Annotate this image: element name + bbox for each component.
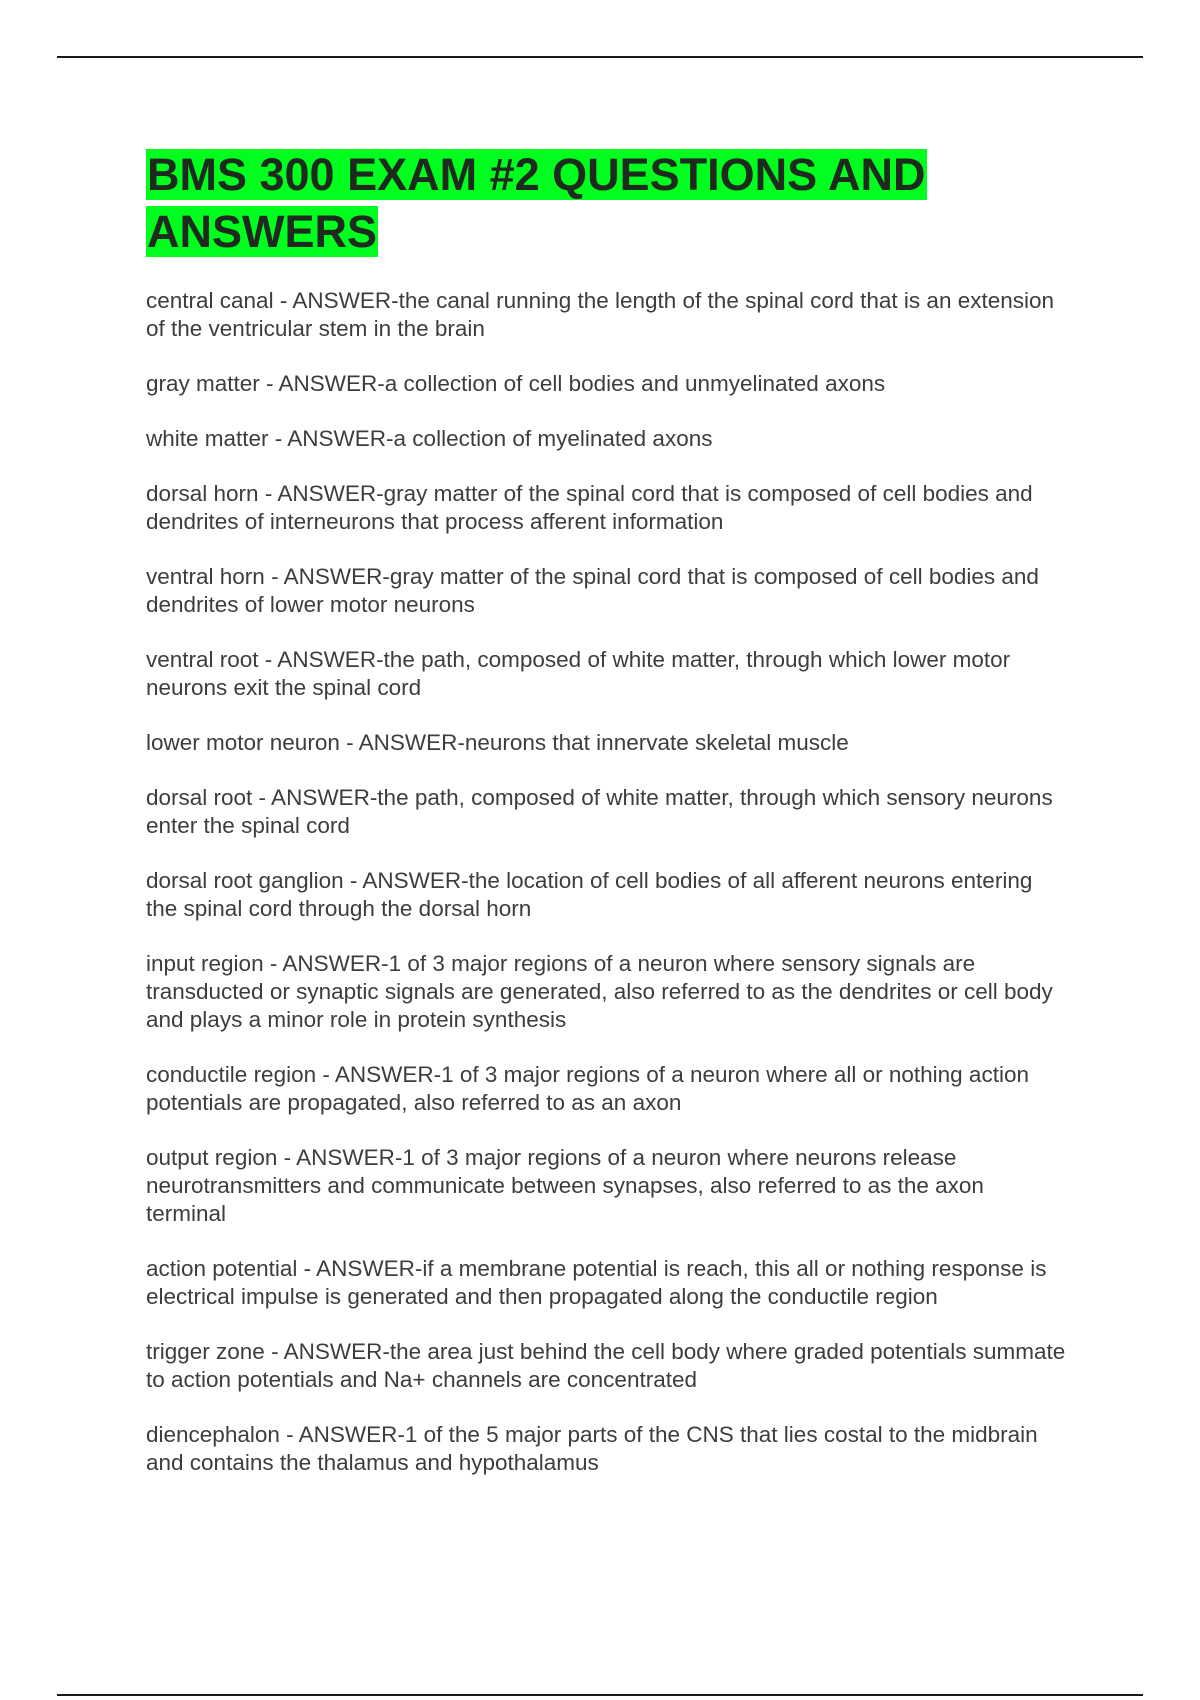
page-top-rule xyxy=(57,56,1143,58)
list-item: white matter - ANSWER-a collection of myelinated axons xyxy=(146,426,713,451)
page-title xyxy=(146,146,1066,260)
qa-list xyxy=(146,287,1066,1477)
list-item: central canal - ANSWER-the canal running the length of the spinal cord that is an extension of the ventricular stem in the brain xyxy=(146,288,1055,341)
list-item: dorsal root - ANSWER-the path, composed of white matter, through which sensory neurons enter the spinal cord xyxy=(146,785,1053,838)
list-item: trigger zone - ANSWER-the area just behind the cell body where graded potentials summate to action potentials and Na+ channels are concentrated xyxy=(146,1339,1066,1392)
list-item: output region - ANSWER-1 of 3 major regions of a neuron where neurons release neurotransmitters and communicate between synapses, also referred to as the axon terminal xyxy=(146,1145,984,1226)
list-item: gray matter - ANSWER-a collection of cell bodies and unmyelinated axons xyxy=(146,371,886,396)
page-title-highlight: BMS 300 EXAM #2 QUESTIONS AND ANSWERS xyxy=(147,149,926,257)
list-item: lower motor neuron - ANSWER-neurons that innervate skeletal muscle xyxy=(146,730,849,755)
list-item: ventral root - ANSWER-the path, composed of white matter, through which lower motor neurons exit the spinal cord xyxy=(146,647,1011,700)
page-bottom-rule xyxy=(57,1694,1143,1696)
list-item: action potential - ANSWER-if a membrane potential is reach, this all or nothing response is electrical impulse is generated and then propagated along the conductile region xyxy=(146,1256,1047,1309)
list-item: dorsal root ganglion - ANSWER-the location of cell bodies of all afferent neurons entering the spinal cord through the dorsal horn xyxy=(146,868,1033,921)
list-item: input region - ANSWER-1 of 3 major regions of a neuron where sensory signals are transducted or synaptic signals are generated, also referred to as the dendrites or cell body and plays a minor role in protein synthesis xyxy=(146,951,1053,1032)
list-item: conductile region - ANSWER-1 of 3 major regions of a neuron where all or nothing action potentials are propagated, also referred to as an axon xyxy=(146,1062,1029,1115)
list-item: ventral horn - ANSWER-gray matter of the spinal cord that is composed of cell bodies and dendrites of lower motor neurons xyxy=(146,564,1039,617)
document-body xyxy=(146,146,1066,1504)
list-item: diencephalon - ANSWER-1 of the 5 major parts of the CNS that lies costal to the midbrain and contains the thalamus and hypothalamus xyxy=(146,1422,1038,1475)
list-item: dorsal horn - ANSWER-gray matter of the spinal cord that is composed of cell bodies and dendrites of interneurons that process afferent information xyxy=(146,481,1033,534)
